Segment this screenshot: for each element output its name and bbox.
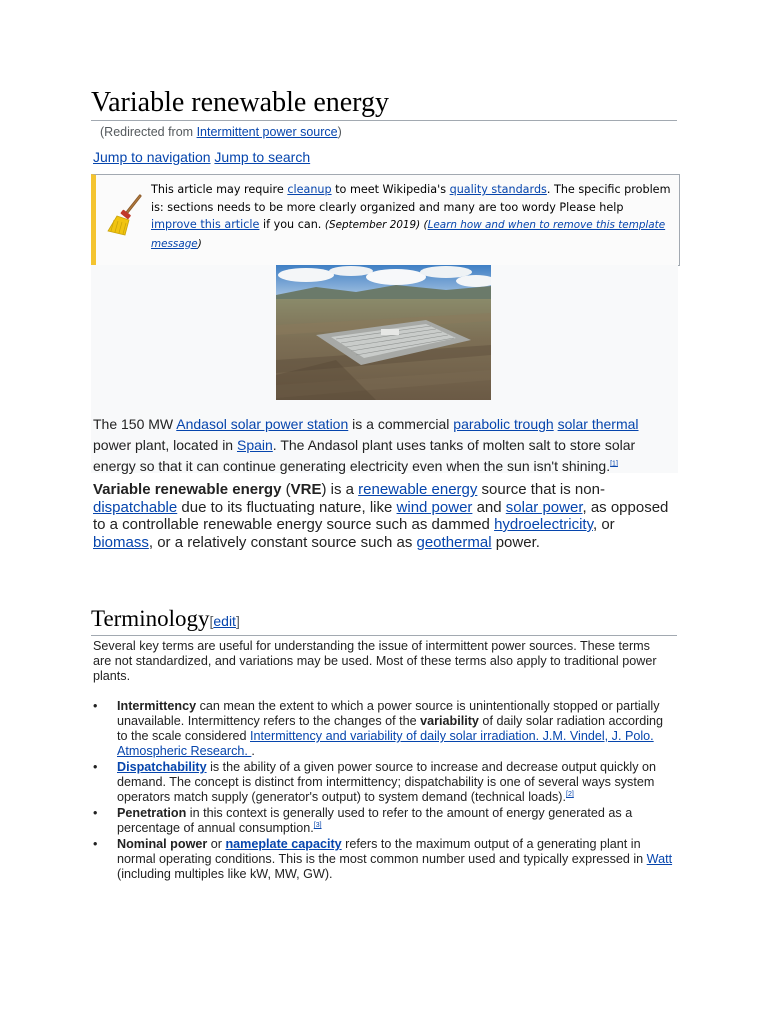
quality-standards-link[interactable]: quality standards [449, 183, 547, 196]
spain-link[interactable]: Spain [236, 437, 273, 453]
wind-power-link[interactable]: wind power [396, 498, 473, 516]
andasol-aerial-photo[interactable] [276, 265, 491, 400]
redirect-source-link[interactable]: Intermittent power source [196, 125, 338, 139]
cleanup-link[interactable]: cleanup [287, 183, 332, 196]
list-item: • Penetration in this context is generally used to refer to the amount of energy generated as a percentage of annual consumption.[3] [93, 806, 633, 835]
citation-1-link[interactable]: [1] [610, 460, 618, 468]
hydroelectricity-link[interactable]: hydroelectricity [494, 516, 593, 533]
cleanup-notice-box [91, 174, 680, 266]
bullet-icon: • [93, 760, 98, 774]
solar-thermal-link[interactable]: solar thermal [557, 416, 639, 432]
improve-article-link[interactable]: improve this article [151, 218, 260, 231]
parabolic-trough-link[interactable]: parabolic trough [453, 416, 554, 432]
list-item: • Dispatchability is the ability of a given power source to increase and decrease output quickly on demand. The concept is distinct from intermittency; dispatchability is one of several ways system operators match supply (generator's output) to system demand (technical loads).[2] [93, 760, 657, 804]
andasol-link[interactable]: Andasol solar power station [176, 416, 349, 432]
jump-links [93, 149, 310, 165]
edit-terminology-link[interactable]: edit [213, 613, 236, 629]
dispatchability-link[interactable]: Dispatchability [117, 760, 207, 774]
bullet-icon: • [93, 699, 98, 713]
bullet-icon: • [93, 837, 98, 851]
citation-2-link[interactable]: [2] [566, 790, 574, 798]
section-heading-terminology: Terminology[edit] [91, 605, 677, 636]
learn-remove-template-link[interactable]: Learn how and when to remove this template message [151, 219, 666, 250]
watt-link[interactable]: Watt [646, 852, 673, 866]
jump-to-search-link[interactable]: Jump to search [214, 149, 311, 165]
cleanup-notice-text: This article may require cleanup to meet Wikipedia's quality standards. The specific problem is: sections needs to be more clearly organized and many are too wordy Please help improve this article if you can. (September 2019) (Learn how and when to remove this template message) [151, 183, 671, 250]
jump-to-navigation-link[interactable]: Jump to navigation [93, 149, 211, 165]
nameplate-capacity-link[interactable]: nameplate capacity [225, 837, 342, 851]
dispatchable-link[interactable]: dispatchable [93, 498, 178, 516]
list-item: • Intermittency can mean the extent to which a power source is unintentionally stopped or partially unavailable. Intermittency refers to the changes of the variability of daily solar radiation according to the scale considered Intermittency and variability of daily solar irradiation. J.M. Vindel, J. Polo. Atmospheric Research. . [93, 699, 664, 758]
biomass-link[interactable]: biomass [93, 533, 149, 551]
broom-icon [106, 193, 146, 237]
image-caption: The 150 MW Andasol solar power station is a commercial parabolic trough solar thermal power plant, located in Spain. The Andasol plant uses tanks of molten salt to store solar energy so that it can continue generating electricity even when the sun isn't shining.[1] [93, 416, 639, 474]
bullet-icon: • [93, 806, 98, 820]
geothermal-link[interactable]: geothermal [416, 533, 492, 551]
citation-3-link[interactable]: [3] [313, 821, 322, 829]
list-item: • Nominal power or nameplate capacity refers to the maximum output of a generating plant in normal operating conditions. This is the most common number used and typically expressed in Watt (including multiples like kW, MW, GW). [93, 837, 673, 881]
terminology-intro: Several key terms are useful for understanding the issue of intermittent power sources. These terms are not standardized, and variations may be used. Most of these terms also apply to traditional power plants. [93, 639, 657, 683]
edit-section: [edit] [209, 613, 240, 629]
page-title: Variable renewable energy [91, 86, 677, 121]
lead-paragraph: Variable renewable energy (VRE) is a renewable energy source that is non-dispatchable due to its fluctuating nature, like wind power and solar power, as opposed to a controllable renewable energy source such as dammed hydroelectricity, or biomass, or a relatively constant source such as geothermal power. [93, 481, 669, 551]
renewable-energy-link[interactable]: renewable energy [358, 481, 478, 498]
solar-power-link[interactable]: solar power [505, 498, 583, 516]
terminology-list [91, 699, 676, 883]
notice-date: (September 2019) [324, 219, 421, 231]
redirect-notice: (Redirected from Intermittent power source) [100, 125, 342, 139]
intermittency-reference-link[interactable]: Intermittency and variability of daily solar irradiation. J.M. Vindel, J. Polo. Atmospheric Research. [117, 729, 654, 758]
